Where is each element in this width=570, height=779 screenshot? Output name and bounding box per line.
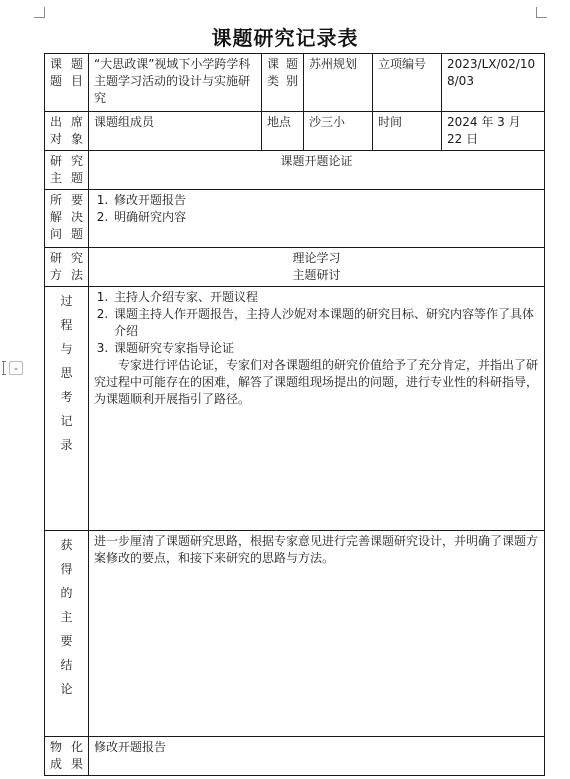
theme-label: 研究主题 xyxy=(45,151,89,190)
table-row xyxy=(45,190,545,248)
time-label: 时间 xyxy=(373,112,442,151)
conclusion-value[interactable]: 进一步厘清了课题研究思路，根据专家意见进行完善课题研究设计，并明确了课题方案修改的要点，和接下来研究的思路与方法。 xyxy=(89,531,545,737)
list-item: 3. 课题研究专家指导论证 xyxy=(112,340,539,357)
method-line: 理论学习 xyxy=(292,251,341,265)
document-title: 课题研究记录表 xyxy=(211,26,359,50)
attendees-value[interactable]: 课题组成员 xyxy=(89,112,262,151)
theme-value[interactable]: 课题开题论证 xyxy=(89,151,545,190)
category-value[interactable]: 苏州规划 xyxy=(304,54,373,112)
chevron-down-icon[interactable]: ⌄ xyxy=(9,361,23,375)
method-label: 研究方法 xyxy=(45,248,89,287)
table-row xyxy=(45,151,545,190)
list-item: 2. 课题主持人作开题报告，主持人沙妮对本课题的研究目标、研究内容等作了具体介绍 xyxy=(112,306,539,340)
process-paragraph: 专家进行评估论证，专家们对各课题组的研究价值给予了充分肯定，并指出了研究过程中可能存在的困难，解答了课题组现场提出的问题，进行专业性的科研指导，为课题顺利开展指引了路径。 xyxy=(94,358,539,406)
process-label: 过程与思考记录 xyxy=(45,287,89,531)
place-label: 地点 xyxy=(262,112,304,151)
problems-list xyxy=(94,192,539,226)
problems-value[interactable] xyxy=(89,190,545,248)
table-row xyxy=(45,248,545,287)
method-line: 主题研讨 xyxy=(292,268,341,282)
list-item: 1. 主持人介绍专家、开题议程 xyxy=(112,289,539,306)
time-value[interactable]: 2024 年 3 月 22 日 xyxy=(442,112,545,151)
paragraph-option-control[interactable] xyxy=(0,361,24,375)
record-table xyxy=(44,53,545,776)
topic-value[interactable]: “大思政课”视域下小学跨学科主题学习活动的设计与实施研究 xyxy=(89,54,262,112)
method-value[interactable] xyxy=(89,248,545,287)
results-label: 物化成果 xyxy=(45,737,89,776)
crop-mark-icon xyxy=(34,7,45,18)
table-row xyxy=(45,531,545,737)
place-value[interactable]: 沙三小 xyxy=(304,112,373,151)
conclusion-label: 获得的主要结论 xyxy=(45,531,89,737)
project-number-label: 立项编号 xyxy=(373,54,442,112)
category-label: 课题类别 xyxy=(262,54,304,112)
process-value[interactable] xyxy=(89,287,545,531)
results-value[interactable]: 修改开题报告 xyxy=(89,737,545,776)
text-cursor-icon xyxy=(2,361,6,375)
list-item: 2. 明确研究内容 xyxy=(112,209,539,226)
table-row xyxy=(45,54,545,112)
project-number-value[interactable]: 2023/LX/02/108/03 xyxy=(442,54,545,112)
table-row xyxy=(45,112,545,151)
crop-mark-icon xyxy=(536,7,547,18)
list-item: 1. 修改开题报告 xyxy=(112,192,539,209)
topic-label: 课题题目 xyxy=(45,54,89,112)
table-row xyxy=(45,737,545,776)
table-row xyxy=(45,287,545,531)
problems-label: 所要解决问题 xyxy=(45,190,89,248)
process-list xyxy=(94,289,539,357)
attendees-label: 出席对象 xyxy=(45,112,89,151)
